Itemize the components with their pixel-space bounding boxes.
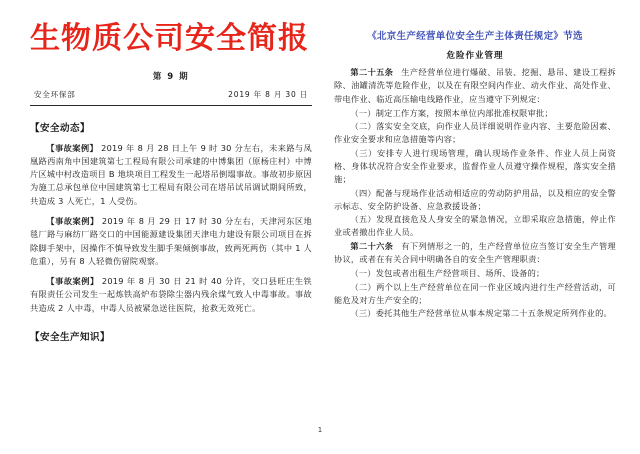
accident-case-1 [30,142,312,208]
article-26-text: 有下列情形之一的，生产经营单位应当签订安全生产管理协议，或者在有关合同中明确各自的安全生产管理职责： [334,240,616,264]
article-25-clause-5: （五）发现直接危及人身安全的紧急情况，立即采取应急措施，停止作业或者撤出作业人员。 [334,214,616,238]
accident-case-1-label: 【事故案例】 [46,142,99,153]
accident-case-2-text: 2019 年 8 月 29 日 17 时 30 分左右，天津河东区地毯厂路与麻纺厂路交口的中国能源建设集团天津电力建设有限公司项目在拆除脚手架中，因操作不慎导致发生脚手架倾倒事故，致两死两伤（其中 1 人危重），另有 8 人轻微伤留院观察。 [30,216,312,266]
article-26-clause-1: （一）发包或者出租生产经营项目、场所、设备的； [350,268,545,279]
accident-case-1-text: 2019 年 8 月 28 日上午 9 时 30 分左右，未来路与凤凰路西南角中国建筑第七工程局有限公司承建的中博集团（原杨庄村）中博片区城中村改造项目 B 地块项目工程发生一起塔吊倒塌事故。事故初步原因为施工总承包单位中国建筑第七工程局有限公司在塔吊试吊调试期间所致，共造成 3 人死亡，1 人受伤。 [30,142,312,206]
article-25 [334,66,616,106]
accident-case-3-text: 2019 年 8 月 30 日 21 时 40 分许，交口县旺庄生铁有限责任公司发生一起炼铁高炉布袋除尘器内残余煤气致人中毒事故。事故共造成 2 人中毒，中毒人员被紧急送往医院，抢救无效死亡。 [30,276,312,313]
issuing-department: 安全环保部 [34,89,76,99]
article-26 [334,240,616,267]
article-25-clause-3: （三）安排专人进行现场管理，确认现场作业条件、作业人员上岗资格、身体状况符合安全作业要求，监督作业人员遵守操作规程，落实安全措施； [334,147,616,185]
article-25-text: 生产经营单位进行爆破、吊装、挖掘、悬吊、建设工程拆除、油罐清洗等危险作业，以及在有限空间内作业、动火作业、高处作业、带电作业、临近高压输电线路作业，应当遵守下列规定： [334,67,616,104]
regulation-title: 《北京生产经营单位安全生产主体责任规定》节选 [367,31,583,42]
page-number: 1 [317,426,323,434]
accident-case-3-label: 【事故案例】 [46,276,99,287]
right-column [326,0,640,454]
accident-case-2-label: 【事故案例】 [46,216,99,226]
section-heading-safety-news: 【安全动态】 [30,122,91,134]
article-25-clause-2: （二）落实安全交底，向作业人员详细说明作业内容、主要危险因素、作业安全要求和应急措施等内容； [334,121,616,145]
masthead [30,22,312,106]
accident-case-2 [30,215,312,268]
article-26-clause-2: （二）两个以上生产经营单位在同一作业区域内进行生产经营活动，可能危及对方生产安全的； [334,281,616,305]
article-26-number: 第二十六条 [350,240,394,251]
issue-date: 2019 年 8 月 30 日 [228,89,308,99]
masthead-meta-row [30,89,312,100]
regulation-subtitle: 危险作业管理 [446,51,504,61]
article-25-clause-4: （四）配备与现场作业活动相适应的劳动防护用品，以及相应的安全警示标志、安全防护设备、应急救援设备； [334,187,616,211]
article-25-number: 第二十五条 [350,67,394,77]
article-25-clause-1: （一）制定工作方案，按照本单位内部批准权限审批； [350,107,553,118]
issue-number: 第 9 期 [152,71,190,82]
masthead-title: 生物质公司安全简报 [30,21,309,56]
article-26-clause-3: （三）委托其他生产经营单位从事本规定第二十五条规定所列作业的。 [350,308,612,319]
masthead-divider [30,105,312,106]
section-heading-safety-knowledge: 【安全生产知识】 [30,331,111,343]
accident-case-3 [30,275,312,315]
